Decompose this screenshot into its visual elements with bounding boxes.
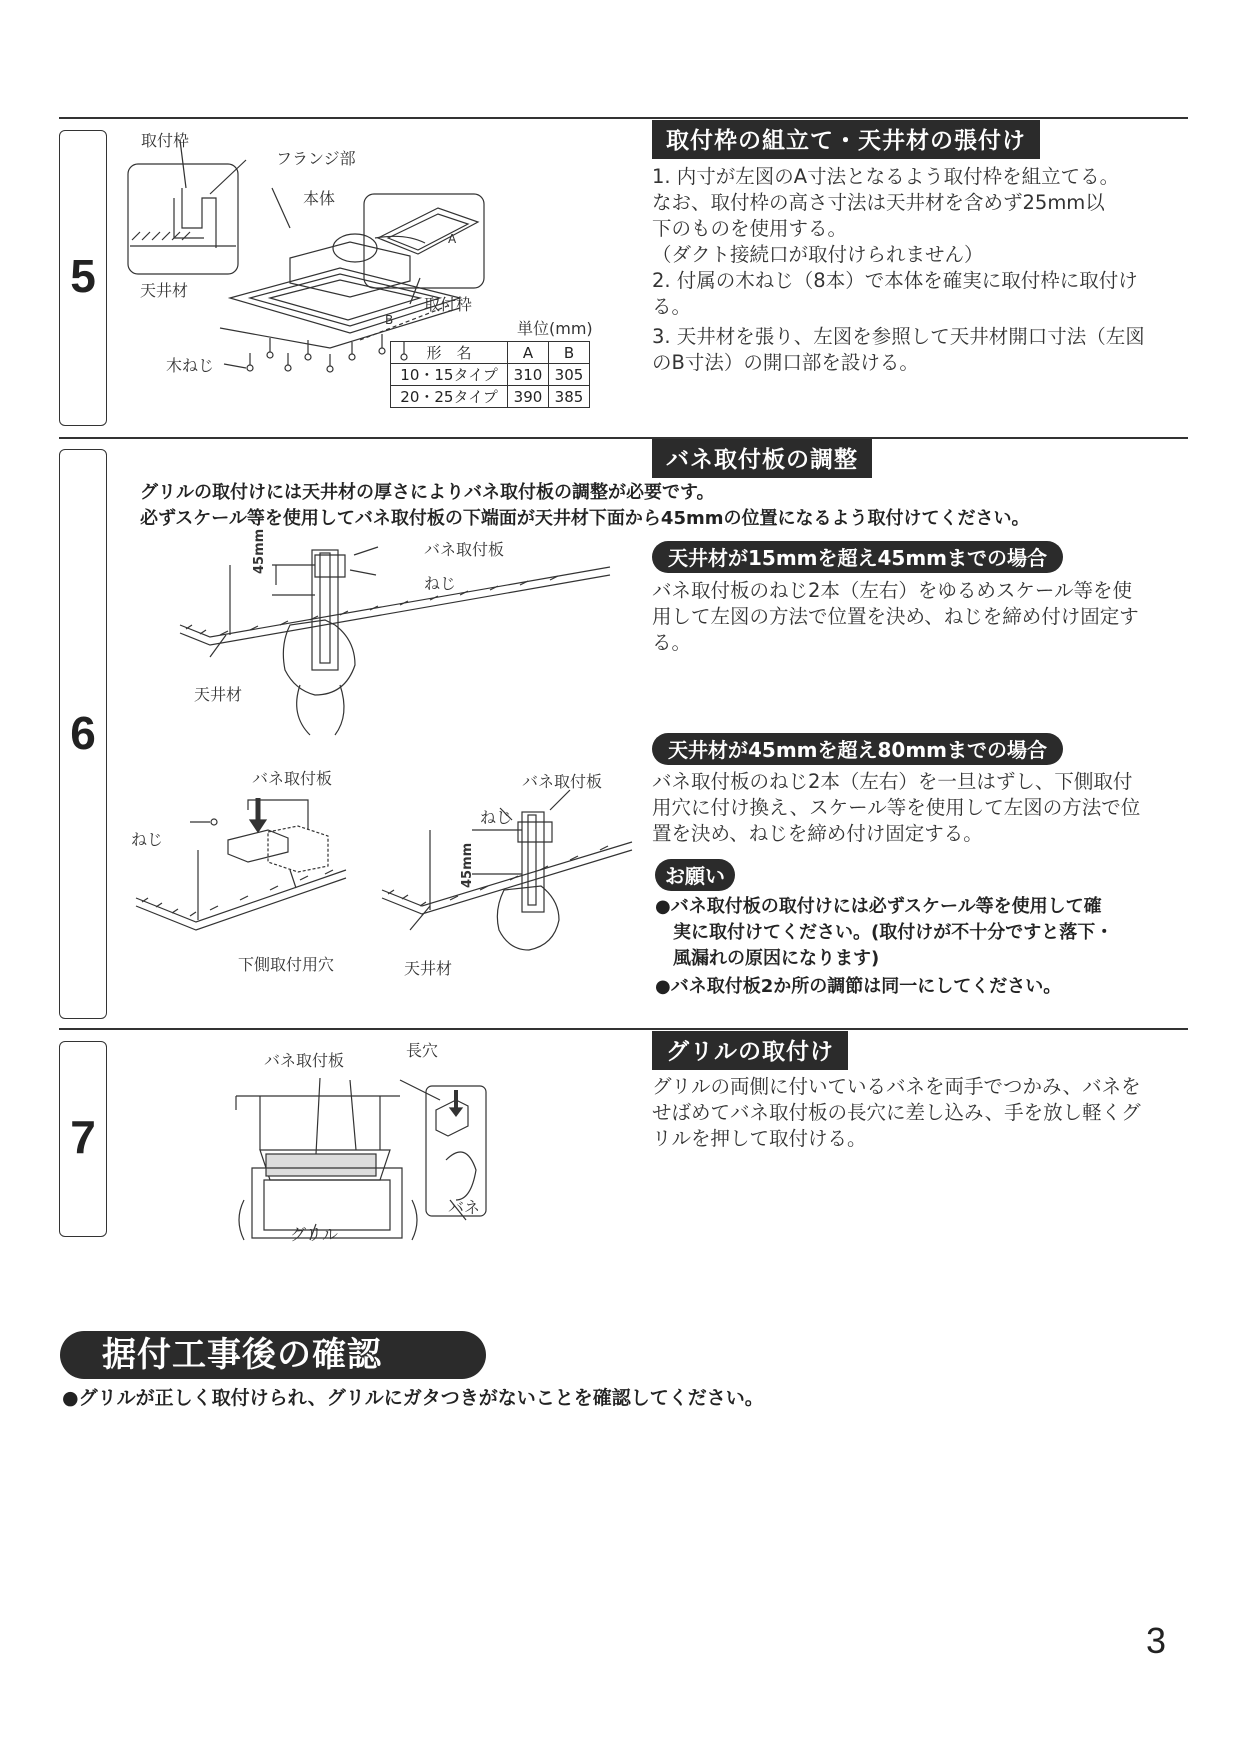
request-bullet: 風漏れの原因になります) (655, 948, 880, 969)
case2-line: 用穴に付け換え、スケール等を使用して左図の方法で位 (652, 796, 1141, 819)
instruction-line: 3. 天井材を張り、左図を参照して天井材開口寸法（左図 (652, 325, 1145, 348)
case1-line: バネ取付板のねじ2本（左右）をゆるめスケール等を使 (652, 579, 1133, 602)
label-grille: グリル (290, 1225, 339, 1244)
label-ceiling: 天井材 (140, 281, 189, 300)
instruction-line: 2. 付属の木ねじ（8本）で本体を確実に取付枠に取付け (652, 269, 1138, 292)
label-screw: ねじ (424, 574, 457, 593)
step-number: 5 (70, 250, 96, 302)
request-bullet: 実に取付けてください。(取付けが不十分ですと落下・ (655, 922, 1114, 943)
case2-line: 置を決め、ねじを締め付け固定する。 (652, 822, 983, 845)
label-dim-45mm: 45mm (252, 528, 267, 574)
final-check-note: ●グリルが正しく取付けられ、グリルにガタつきがないことを確認してください。 (62, 1387, 764, 1409)
instruction-line: のB寸法）の開口部を設ける。 (652, 351, 919, 374)
lower-hole-illustration (130, 770, 630, 960)
step-number: 6 (70, 707, 96, 759)
case1-title: 天井材が15mmを超え45mmまでの場合 (652, 541, 1063, 573)
label-screw: ねじ (131, 830, 164, 849)
label-spring-plate: バネ取付板 (252, 769, 333, 788)
request-title: お願い (655, 859, 735, 891)
table-row (391, 386, 590, 408)
table-row (391, 364, 590, 386)
instruction-line: 1. 内寸が左図のA寸法となるよう取付枠を組立てる。 (652, 165, 1120, 188)
case1-line: 用して左図の方法で位置を決め、ねじを締め付け固定す (652, 605, 1139, 628)
label-frame-2: 取付枠 (424, 295, 473, 314)
step-5-box (59, 130, 107, 426)
step5-heading: 取付枠の組立て・天井材の張付け (652, 120, 1040, 159)
instruction-line: なお、取付枠の高さ寸法は天井材を含めず25mm以 (652, 191, 1105, 214)
table-header: 形 名 (391, 342, 508, 364)
label-spring-plate: バネ取付板 (264, 1051, 345, 1070)
table-header-row (391, 342, 590, 364)
step7-line: グリルの両側に付いているバネを両手でつかみ、バネを (652, 1075, 1141, 1098)
instruction-line: （ダクト接続口が取付けられません） (652, 243, 984, 266)
step-7-box (59, 1041, 107, 1237)
case2-line: バネ取付板のねじ2本（左右）を一旦はずし、下側取付 (652, 770, 1133, 793)
table-cell: 20・25タイプ (391, 386, 508, 408)
step6-intro-line: 必ずスケール等を使用してバネ取付板の下端面が天井材下面から45mmの位置になるよう取付けてください。 (140, 508, 1030, 529)
label-flange: フランジ部 (276, 149, 356, 168)
label-wood-screw: 木ねじ (166, 356, 215, 375)
rule-step7 (59, 1028, 1188, 1030)
table-cell: 10・15タイプ (391, 364, 508, 386)
table-cell: 305 (549, 364, 590, 386)
label-dim-a: A (448, 232, 457, 246)
label-body: 本体 (303, 189, 336, 208)
rule-top (59, 117, 1188, 119)
table-cell: 310 (508, 364, 549, 386)
label-spring-plate: バネ取付板 (424, 540, 505, 559)
label-screw: ねじ (480, 808, 513, 827)
instruction-line: る。 (652, 295, 692, 318)
step-number: 7 (70, 1111, 96, 1163)
table-header: B (549, 342, 590, 364)
table-cell: 390 (508, 386, 549, 408)
dimension-table (390, 341, 590, 408)
step6-intro-line: グリルの取付けには天井材の厚さによりバネ取付板の調整が必要です。 (140, 482, 715, 503)
label-ceiling: 天井材 (194, 685, 243, 704)
page-number: 3 (1146, 1620, 1167, 1661)
label-dim-45mm: 45mm (460, 842, 475, 888)
case1-line: る。 (652, 631, 692, 654)
step6-heading: バネ取付板の調整 (652, 439, 872, 478)
table-header: A (508, 342, 549, 364)
label-spring: バネ (448, 1198, 481, 1217)
case2-title: 天井材が45mmを超え80mmまでの場合 (652, 733, 1063, 765)
rule-step6 (59, 437, 1188, 439)
step7-line: せばめてバネ取付板の長穴に差し込み、手を放し軽くグ (652, 1101, 1141, 1124)
table-cell: 385 (549, 386, 590, 408)
step-6-box (59, 449, 107, 1019)
step7-heading: グリルの取付け (652, 1031, 848, 1070)
request-bullet: ●バネ取付板の取付けには必ずスケール等を使用して確 (655, 896, 1102, 917)
grille-install-illustration (230, 1050, 490, 1250)
request-bullet: ●バネ取付板2か所の調節は同一にしてください。 (655, 976, 1062, 997)
step7-line: リルを押して取付ける。 (652, 1127, 867, 1150)
instruction-line: 下のものを使用する。 (652, 217, 848, 240)
spring-plate-adjust-illustration (170, 545, 630, 735)
label-slot: 長穴 (406, 1041, 439, 1060)
label-dim-b: B (385, 313, 394, 327)
label-spring-plate: バネ取付板 (522, 772, 603, 791)
label-lower-hole: 下側取付用穴 (238, 955, 335, 974)
label-ceiling: 天井材 (404, 959, 453, 978)
label-frame: 取付枠 (141, 131, 190, 150)
label-unit: 単位(mm) (517, 319, 593, 338)
final-check-heading: 据付工事後の確認 (60, 1331, 486, 1379)
